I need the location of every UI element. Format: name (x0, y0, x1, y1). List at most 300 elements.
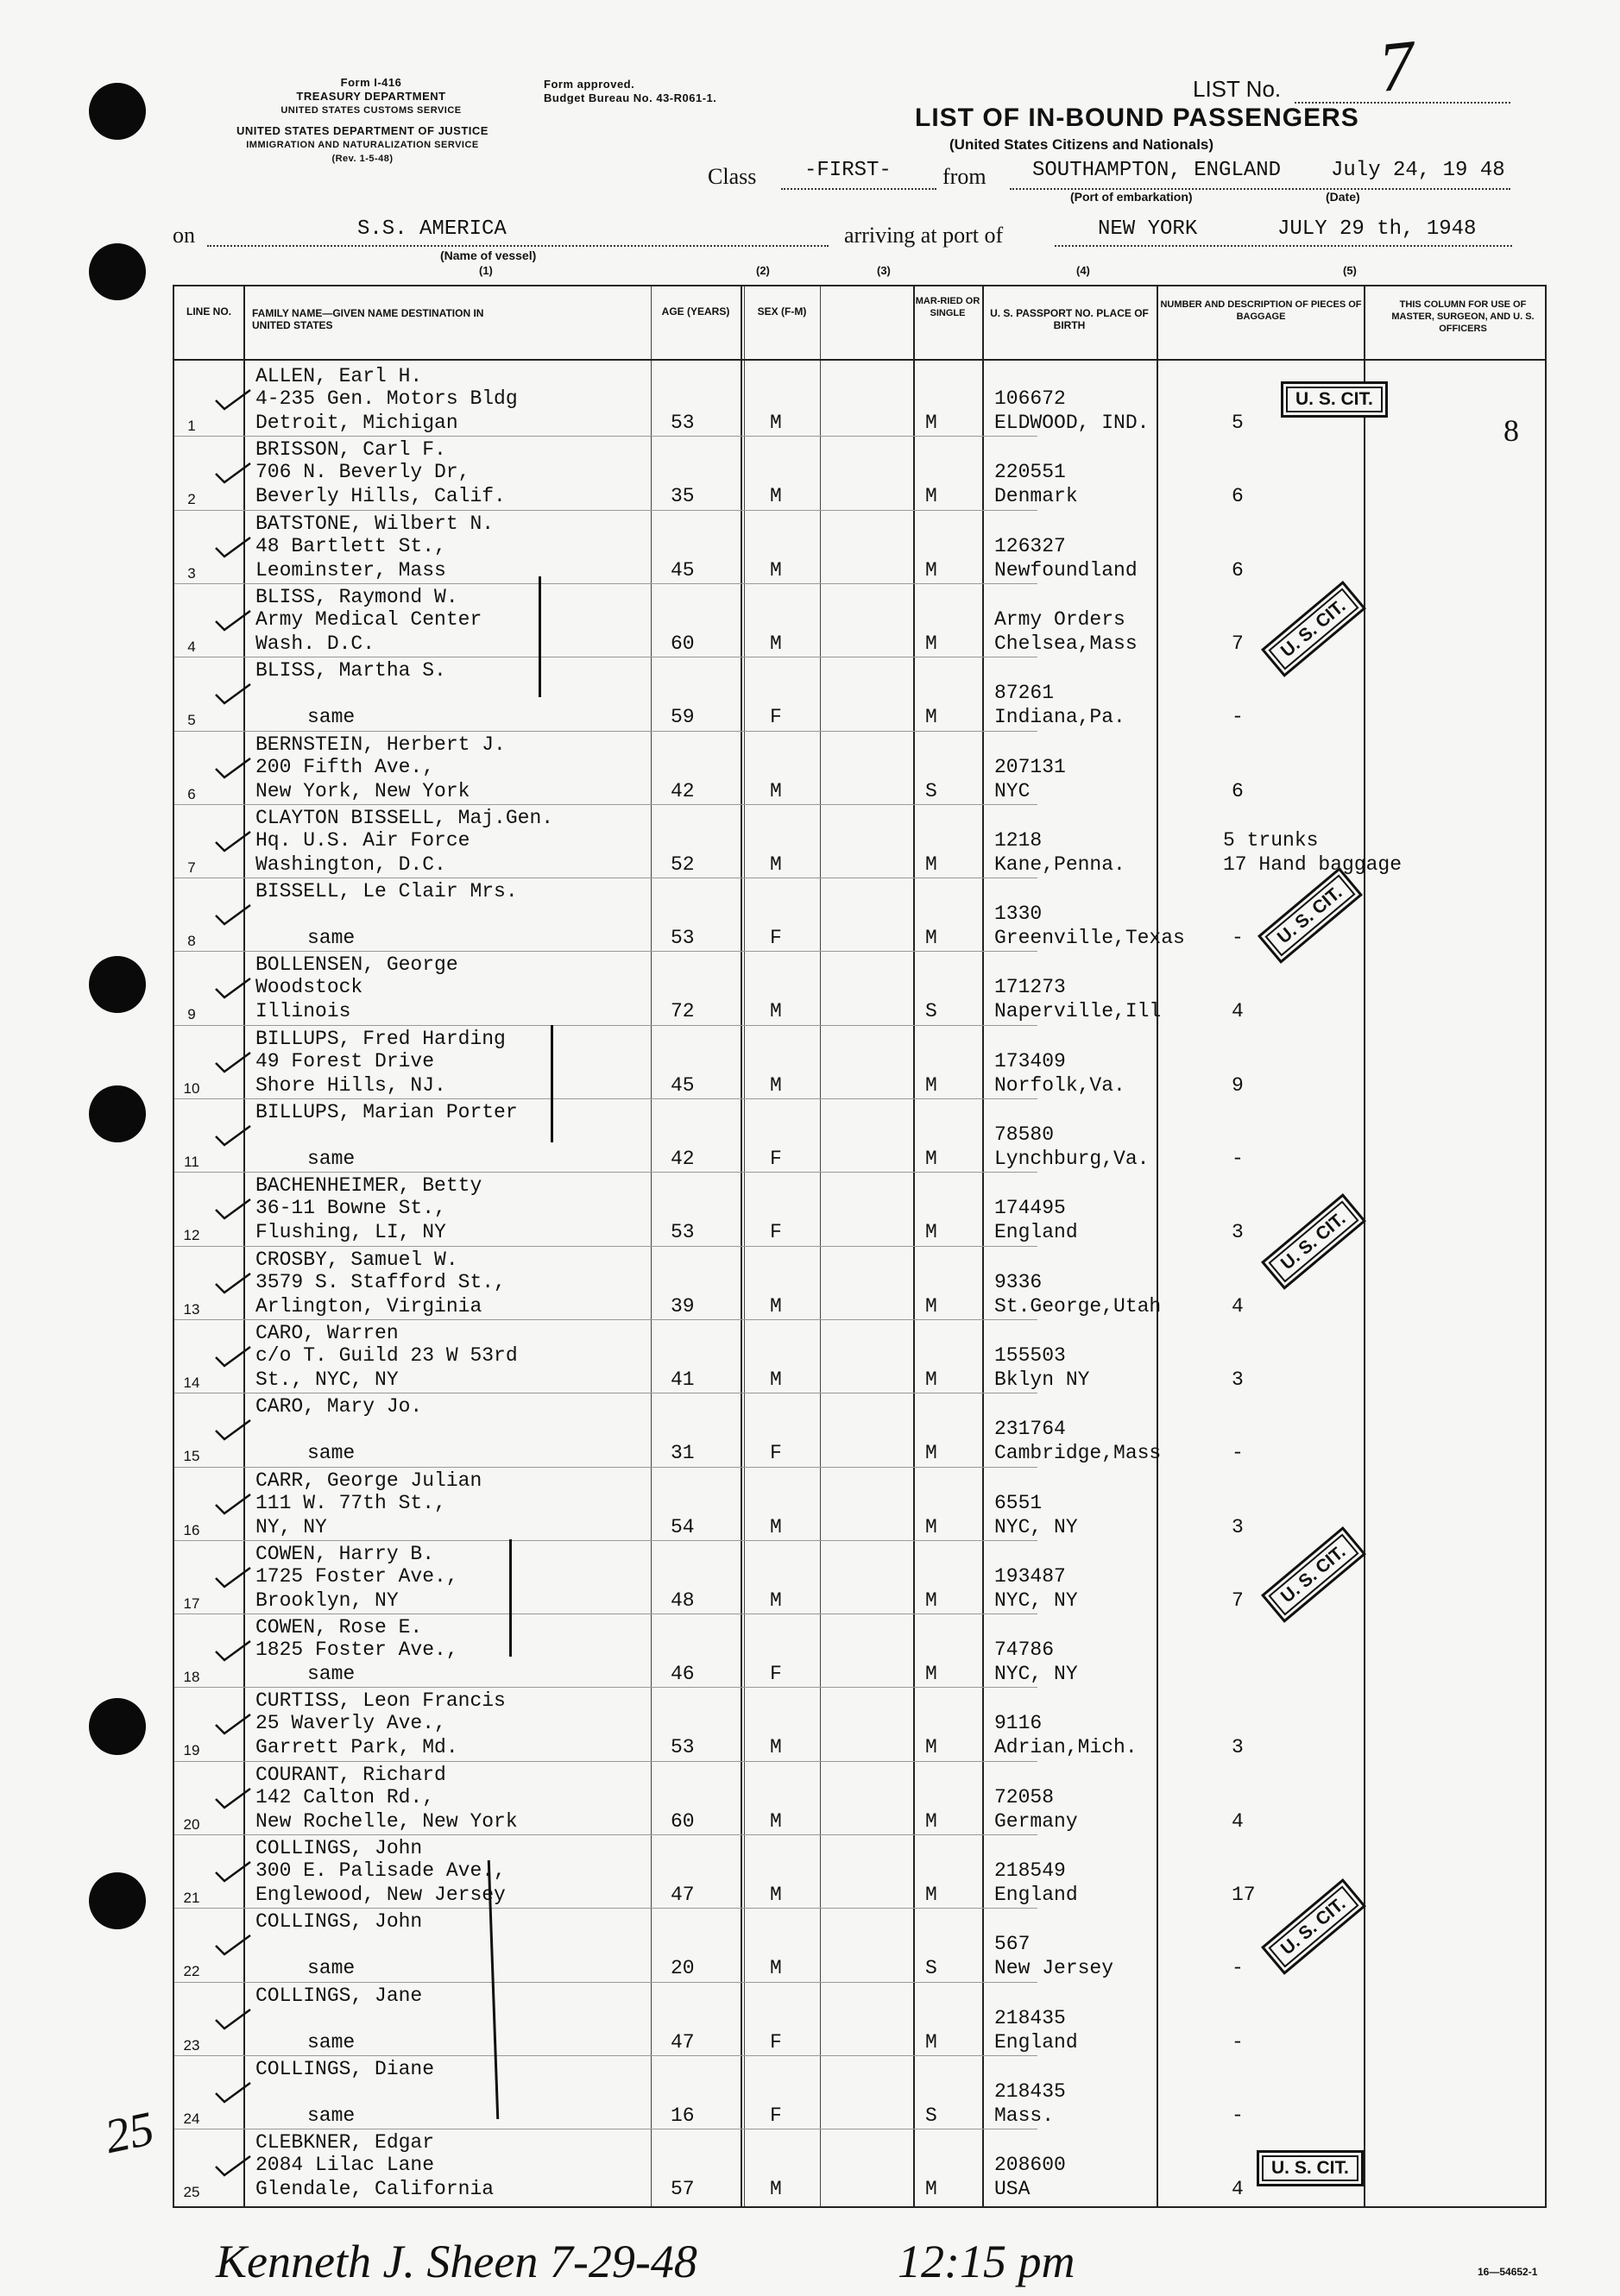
line-number: 11 (184, 1154, 199, 1170)
margin-note: 8 (1503, 413, 1519, 448)
class-label: Class (708, 164, 757, 189)
passenger-sex: M (770, 1736, 782, 1759)
passenger-marital-status: M (925, 632, 937, 655)
checkmark-icon (214, 903, 252, 926)
justice-dept: UNITED STATES DEPARTMENT OF JUSTICE (236, 124, 489, 137)
inspector-signature: Kenneth J. Sheen 7-29-48 (216, 2236, 697, 2287)
passenger-age: 47 (671, 1884, 695, 1906)
line-number: 2 (187, 491, 196, 508)
passport-number: 72058 (994, 1785, 1055, 1808)
passenger-name: CURTISS, Leon Francis (255, 1689, 506, 1713)
passenger-destination: Englewood, New Jersey (255, 1884, 506, 1906)
checkmark-icon (214, 2154, 252, 2177)
place-of-birth: ELDWOOD, IND. (994, 412, 1150, 434)
col-divider (1157, 286, 1158, 2206)
passenger-address: Army Medical Center (255, 607, 482, 631)
baggage-count: 6 (1232, 485, 1244, 508)
checkmark-icon (214, 1198, 252, 1220)
passenger-age: 53 (671, 1736, 695, 1759)
passenger-destination: Detroit, Michigan (255, 412, 458, 434)
passenger-destination: New York, New York (255, 779, 470, 802)
passenger-age: 20 (671, 1957, 695, 1980)
passport-number: 1218 (994, 828, 1043, 852)
row-divider (174, 1467, 1037, 1468)
baggage-count: - (1232, 2104, 1244, 2127)
passenger-address: Woodstock (255, 976, 363, 999)
baggage-count: - (1232, 1148, 1244, 1170)
col-num-3: (3) (877, 264, 891, 277)
passenger-destination: Brooklyn, NY (255, 1588, 399, 1612)
row-divider (174, 1172, 1037, 1173)
passenger-sex: M (770, 2178, 782, 2201)
passport-number: 87261 (994, 682, 1055, 705)
baggage-count: - (1232, 1957, 1244, 1980)
passenger-destination: same (307, 2104, 356, 2127)
baggage-count: 7 (1232, 1588, 1244, 1612)
form-number: Form I-416 (340, 76, 402, 89)
passenger-name: COWEN, Rose E. (255, 1616, 423, 1639)
col-header-officers: THIS COLUMN FOR USE OF MASTER, SURGEON, AND U. S. OFFICERS (1391, 299, 1535, 334)
place-of-birth: NYC (994, 779, 1031, 802)
line-number: 8 (187, 933, 196, 950)
col-header-age: AGE (YEARS) (661, 305, 730, 318)
passenger-age: 41 (671, 1368, 695, 1391)
passenger-sex: M (770, 485, 782, 508)
passenger-address: 200 Fifth Ave., (255, 755, 435, 778)
line-number: 12 (183, 1227, 200, 1244)
punch-hole (89, 1698, 146, 1755)
passenger-sex: F (770, 706, 782, 729)
passenger-name: COWEN, Harry B. (255, 1542, 435, 1565)
passenger-sex: F (770, 1148, 782, 1170)
passenger-sex: M (770, 1515, 782, 1538)
passenger-destination: same (307, 2030, 356, 2054)
passport-number: 78580 (994, 1123, 1055, 1146)
passport-number: 155503 (994, 1343, 1066, 1367)
place-of-birth: Bklyn NY (994, 1368, 1090, 1391)
col-header-passport: U. S. PASSPORT NO. PLACE OF BIRTH (990, 307, 1149, 331)
passenger-destination: Shore Hills, NJ. (255, 1073, 446, 1097)
passenger-marital-status: M (925, 1442, 937, 1465)
passenger-sex: M (770, 1368, 782, 1391)
passenger-marital-status: M (925, 2030, 937, 2054)
baggage-count: 4 (1232, 1294, 1244, 1318)
form-info (233, 76, 509, 117)
passenger-marital-status: M (925, 1884, 937, 1906)
passenger-age: 57 (671, 2178, 695, 2201)
passenger-marital-status: S (925, 1000, 937, 1023)
line-number: 16 (183, 1521, 200, 1538)
passenger-address: 1725 Foster Ave., (255, 1564, 458, 1588)
row-divider (174, 1613, 1037, 1614)
passenger-destination: same (307, 1442, 356, 1465)
passenger-name: ALLEN, Earl H. (255, 365, 423, 387)
row-divider (174, 1246, 1037, 1247)
form-code: 16—54652-1 (1478, 2266, 1538, 2278)
list-no-label: LIST No. (1193, 76, 1282, 102)
passenger-sex: M (770, 1073, 782, 1097)
place-of-birth: USA (994, 2178, 1031, 2201)
checkmark-icon (214, 609, 252, 632)
passenger-name: BISSELL, Le Clair Mrs. (255, 880, 518, 903)
passport-number: 218549 (994, 1859, 1066, 1882)
line-number: 10 (183, 1079, 200, 1097)
row-divider (174, 1834, 1037, 1835)
baggage-count: 3 (1232, 1515, 1244, 1538)
place-of-birth: Adrian,Mich. (994, 1736, 1138, 1759)
family-bracket (509, 1539, 512, 1657)
passenger-marital-status: M (925, 1663, 937, 1686)
passenger-address: 111 W. 77th St., (255, 1491, 446, 1514)
col-header-line: LINE NO. (186, 305, 231, 318)
passenger-marital-status: M (925, 927, 937, 950)
baggage-count: - (1232, 706, 1244, 729)
passenger-name: CLEBKNER, Edgar (255, 2131, 435, 2154)
punch-hole (89, 243, 146, 300)
passenger-name: COLLINGS, Jane (255, 1984, 423, 2007)
passenger-destination: Washington, D.C. (255, 852, 446, 876)
line-number: 23 (183, 2036, 200, 2054)
passenger-age: 45 (671, 1073, 695, 1097)
row-divider (174, 1098, 1037, 1099)
line-number: 5 (187, 712, 196, 729)
passenger-age: 42 (671, 779, 695, 802)
checkmark-icon (214, 1124, 252, 1147)
passenger-marital-status: S (925, 1957, 937, 1980)
line-number: 4 (187, 638, 196, 655)
passenger-age: 31 (671, 1442, 695, 1465)
row-divider (174, 1982, 1037, 1983)
place-of-birth: NYC, NY (994, 1663, 1078, 1686)
col-header-baggage: NUMBER AND DESCRIPTION OF PIECES OF BAGGAGE (1160, 299, 1362, 322)
baggage-description: 17 Hand baggage (1223, 852, 1403, 876)
place-of-birth: England (994, 2030, 1078, 2054)
line-number: 17 (183, 1595, 200, 1612)
passenger-name: CLAYTON BISSELL, Maj.Gen. (255, 806, 554, 829)
passenger-age: 60 (671, 1809, 695, 1833)
punch-hole (89, 83, 146, 140)
passenger-name: BATSTONE, Wilbert N. (255, 512, 495, 535)
checkmark-icon (214, 830, 252, 852)
place-of-birth: Newfoundland (994, 558, 1138, 582)
passenger-destination: same (307, 1663, 356, 1686)
baggage-count: - (1232, 927, 1244, 950)
row-divider (174, 583, 1037, 584)
checkmark-icon (214, 1934, 252, 1956)
passenger-destination: Glendale, California (255, 2178, 495, 2201)
line-number: 13 (183, 1300, 200, 1318)
checkmark-icon (214, 1787, 252, 1809)
passenger-age: 35 (671, 485, 695, 508)
row-divider (174, 1319, 1037, 1320)
place-of-birth: Naperville,Ill (994, 1000, 1162, 1023)
passenger-address: 36-11 Bowne St., (255, 1197, 446, 1220)
class-line (781, 188, 936, 190)
line-number: 24 (183, 2110, 200, 2127)
passenger-address: Hq. U.S. Air Force (255, 828, 470, 852)
passport-number: 567 (994, 1933, 1031, 1956)
passenger-age: 47 (671, 2030, 695, 2054)
passenger-sex: M (770, 632, 782, 655)
baggage-count: 4 (1232, 1000, 1244, 1023)
vessel-name: S.S. AMERICA (357, 217, 507, 241)
baggage-count: 4 (1232, 1809, 1244, 1833)
passport-number: 193487 (994, 1564, 1066, 1588)
passport-number: 173409 (994, 1049, 1066, 1073)
passenger-age: 52 (671, 852, 695, 876)
passenger-sex: F (770, 2030, 782, 2054)
passport-number: 1330 (994, 903, 1043, 926)
passenger-name: CARO, Warren (255, 1321, 399, 1344)
passenger-destination: same (307, 927, 356, 950)
passenger-age: 16 (671, 2104, 695, 2127)
class-value: -FIRST- (804, 159, 892, 182)
passenger-name: BERNSTEIN, Herbert J. (255, 733, 506, 756)
baggage-count: 4 (1232, 2178, 1244, 2201)
passenger-name: BRISSON, Carl F. (255, 438, 446, 462)
passenger-marital-status: M (925, 1736, 937, 1759)
passenger-name: CARO, Mary Jo. (255, 1395, 423, 1418)
us-citizen-stamp: U. S. CIT. (1261, 1193, 1366, 1290)
passenger-name: BACHENHEIMER, Betty (255, 1174, 482, 1198)
passenger-sex: F (770, 1442, 782, 1465)
budget-bureau: Budget Bureau No. 43-R061-1. (544, 91, 717, 104)
passport-number: Army Orders (994, 607, 1125, 631)
passenger-marital-status: M (925, 1294, 937, 1318)
on-label: on (173, 223, 195, 248)
passport-number: 106672 (994, 387, 1066, 410)
baggage-count: 7 (1232, 632, 1244, 655)
passenger-name: BLISS, Raymond W. (255, 585, 458, 608)
col-num-1: (1) (479, 264, 493, 277)
line-number: 19 (183, 1742, 200, 1759)
us-citizen-stamp: U. S. CIT. (1261, 1526, 1366, 1623)
place-of-birth: Mass. (994, 2104, 1055, 2127)
passenger-sex: F (770, 2104, 782, 2127)
checkmark-icon (214, 977, 252, 999)
baggage-count: - (1232, 2030, 1244, 2054)
baggage-count: 3 (1232, 1368, 1244, 1391)
place-of-birth: Germany (994, 1809, 1078, 1833)
place-of-birth: England (994, 1221, 1078, 1244)
baggage-count: 5 trunks (1223, 828, 1319, 852)
place-of-birth: Cambridge,Mass (994, 1442, 1162, 1465)
passenger-sex: M (770, 412, 782, 434)
passport-number: 6551 (994, 1491, 1043, 1514)
passenger-destination: Leominster, Mass (255, 558, 446, 582)
row-divider (174, 1025, 1037, 1026)
passenger-destination: Illinois (255, 1000, 351, 1023)
row-divider (174, 1908, 1037, 1909)
passenger-age: 48 (671, 1588, 695, 1612)
passenger-destination: St., NYC, NY (255, 1368, 399, 1391)
vessel-line (207, 245, 829, 247)
place-of-birth: NYC, NY (994, 1588, 1078, 1612)
passenger-age: 46 (671, 1663, 695, 1686)
port-caption: (Port of embarkation) (1070, 190, 1193, 204)
baggage-count: 3 (1232, 1221, 1244, 1244)
checkmark-icon (214, 462, 252, 484)
place-of-birth: St.George,Utah (994, 1294, 1162, 1318)
baggage-count: 5 (1232, 412, 1244, 434)
passenger-destination: same (307, 1957, 356, 1980)
passenger-age: 54 (671, 1515, 695, 1538)
checkmark-icon (214, 2008, 252, 2030)
passenger-destination: Garrett Park, Md. (255, 1736, 458, 1759)
header-divider (174, 359, 1545, 361)
us-citizen-stamp: U. S. CIT. (1261, 1878, 1366, 1975)
passenger-age: 39 (671, 1294, 695, 1318)
passenger-name: BLISS, Martha S. (255, 659, 446, 683)
passenger-marital-status: M (925, 485, 937, 508)
passenger-age: 60 (671, 632, 695, 655)
passenger-name: CROSBY, Samuel W. (255, 1248, 458, 1271)
list-no-value: 7 (1375, 25, 1419, 107)
passenger-name: COLLINGS, John (255, 1837, 423, 1859)
checkmark-icon (214, 1860, 252, 1883)
arrival-date: JULY 29 th, 1948 (1277, 217, 1477, 241)
checkmark-icon (214, 1493, 252, 1515)
place-of-birth: Denmark (994, 485, 1078, 508)
passport-number: 208600 (994, 2154, 1066, 2177)
passenger-address: 49 Forest Drive (255, 1049, 435, 1073)
passport-number: 126327 (994, 534, 1066, 557)
passport-number: 171273 (994, 976, 1066, 999)
checkmark-icon (214, 388, 252, 411)
passenger-age: 59 (671, 706, 695, 729)
passenger-destination: Beverly Hills, Calif. (255, 485, 506, 508)
place-of-birth: NYC, NY (994, 1515, 1078, 1538)
line-number: 1 (187, 418, 196, 434)
line-number: 25 (183, 2184, 200, 2201)
line-number: 20 (183, 1815, 200, 1833)
passenger-marital-status: M (925, 1221, 937, 1244)
passenger-address: 1825 Foster Ave., (255, 1639, 458, 1662)
treasury-dept: TREASURY DEPARTMENT (296, 90, 446, 103)
passenger-destination: same (307, 1148, 356, 1170)
passenger-sex: M (770, 1957, 782, 1980)
checkmark-icon (214, 757, 252, 779)
passenger-marital-status: M (925, 1809, 937, 1833)
checkmark-icon (214, 1566, 252, 1588)
passenger-marital-status: M (925, 1368, 937, 1391)
line-number: 18 (183, 1669, 200, 1686)
passenger-sex: F (770, 1221, 782, 1244)
row-divider (174, 731, 1037, 732)
passport-number: 9336 (994, 1270, 1043, 1293)
passenger-address: 300 E. Palisade Ave., (255, 1859, 506, 1882)
approval-info (544, 78, 716, 105)
us-citizen-stamp: U. S. CIT. (1281, 381, 1388, 418)
passenger-address: 3579 S. Stafford St., (255, 1270, 506, 1293)
passenger-name: COLLINGS, Diane (255, 2057, 435, 2080)
line-number: 14 (183, 1374, 200, 1391)
checkmark-icon (214, 683, 252, 705)
passenger-address: 142 Calton Rd., (255, 1785, 435, 1808)
col-num-4: (4) (1076, 264, 1090, 277)
passenger-address: 706 N. Beverly Dr, (255, 461, 470, 484)
punch-hole (89, 1085, 146, 1142)
passenger-marital-status: M (925, 2178, 937, 2201)
place-of-birth: New Jersey (994, 1957, 1114, 1980)
passenger-destination: Wash. D.C. (255, 632, 375, 655)
place-of-birth: Indiana,Pa. (994, 706, 1125, 729)
baggage-count: 3 (1232, 1736, 1244, 1759)
us-citizen-stamp: U. S. CIT. (1258, 867, 1363, 964)
passenger-marital-status: M (925, 1515, 937, 1538)
passenger-sex: M (770, 1588, 782, 1612)
left-margin-mark: 25 (100, 2101, 159, 2165)
checkmark-icon (214, 2081, 252, 2104)
row-divider (174, 804, 1037, 805)
passenger-sex: F (770, 927, 782, 950)
col-header-name: FAMILY NAME—GIVEN NAME DESTINATION IN UNITED STATES (252, 307, 484, 331)
passport-number: 207131 (994, 755, 1066, 778)
passport-number: 74786 (994, 1639, 1055, 1662)
passenger-sex: M (770, 1809, 782, 1833)
passenger-name: COLLINGS, John (255, 1910, 423, 1934)
passenger-sex: M (770, 1000, 782, 1023)
checkmark-icon (214, 1713, 252, 1735)
passenger-age: 53 (671, 1221, 695, 1244)
customs-service: UNITED STATES CUSTOMS SERVICE (281, 105, 462, 116)
arriving-label: arriving at port of (844, 223, 1004, 248)
checkmark-icon (214, 1418, 252, 1441)
family-bracket (539, 576, 541, 697)
passenger-name: BILLUPS, Fred Harding (255, 1027, 506, 1050)
row-divider (174, 2055, 1037, 2056)
checkmark-icon (214, 536, 252, 558)
from-label: from (942, 164, 986, 189)
passport-number: 218435 (994, 2006, 1066, 2029)
row-divider (174, 1687, 1037, 1688)
line-number: 3 (187, 564, 196, 582)
passenger-sex: M (770, 1294, 782, 1318)
passenger-address: c/o T. Guild 23 W 53rd (255, 1343, 518, 1367)
place-of-birth: Lynchburg,Va. (994, 1148, 1150, 1170)
checkmark-icon (214, 1051, 252, 1073)
row-divider (174, 951, 1037, 952)
place-of-birth: Greenville,Texas (994, 927, 1185, 950)
line-number: 22 (183, 1963, 200, 1980)
line-number: 9 (187, 1006, 196, 1023)
passenger-name: COURANT, Richard (255, 1763, 446, 1786)
baggage-count: 17 (1232, 1884, 1256, 1906)
col-divider (1364, 286, 1365, 2206)
passenger-address: 48 Bartlett St., (255, 534, 446, 557)
passport-number: 9116 (994, 1712, 1043, 1735)
line-number: 21 (183, 1890, 200, 1906)
passenger-marital-status: M (925, 558, 937, 582)
arrival-line (1055, 245, 1512, 247)
col-num-2: (2) (756, 264, 770, 277)
passenger-name: BOLLENSEN, George (255, 953, 458, 977)
baggage-count: 6 (1232, 779, 1244, 802)
row-divider (174, 436, 1037, 437)
checkmark-icon (214, 1639, 252, 1662)
punch-hole (89, 1872, 146, 1929)
passenger-destination: Flushing, LI, NY (255, 1221, 446, 1244)
row-divider (174, 510, 1037, 511)
col-num-5: (5) (1343, 264, 1357, 277)
passenger-marital-status: M (925, 1148, 937, 1170)
passenger-address: 25 Waverly Ave., (255, 1712, 446, 1735)
passenger-marital-status: M (925, 706, 937, 729)
embarkation-date: July 24, 19 48 (1331, 159, 1505, 182)
passenger-address: 2084 Lilac Lane (255, 2154, 435, 2177)
baggage-count: 6 (1232, 558, 1244, 582)
passenger-sex: M (770, 1884, 782, 1906)
